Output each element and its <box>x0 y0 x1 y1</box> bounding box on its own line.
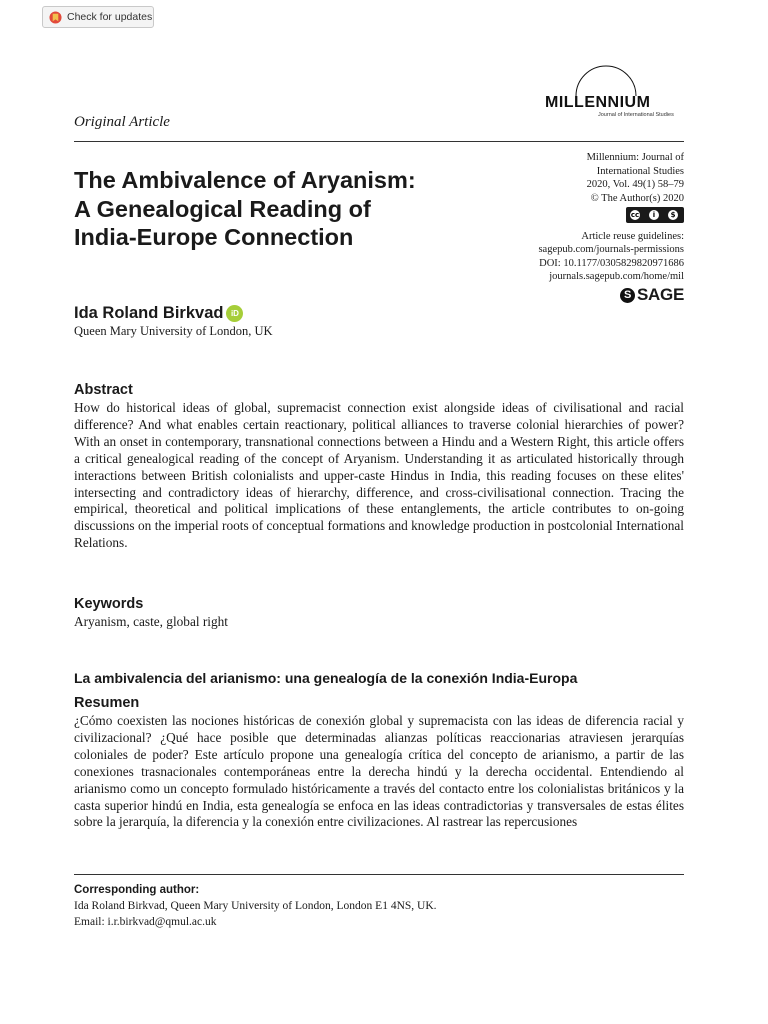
journal-logo <box>540 54 690 120</box>
sage-s-icon: S <box>620 288 635 303</box>
sage-wordmark: SAGE <box>637 285 684 305</box>
journal-name-line1: Millennium: Journal of <box>586 152 684 163</box>
corresponding-author-address: Ida Roland Birkvad, Queen Mary University of London, London E1 4NS, UK. <box>74 900 437 912</box>
corresponding-author-email[interactable]: Email: i.r.birkvad@qmul.ac.uk <box>74 916 217 928</box>
logo-subtitle: Journal of International Studies <box>598 112 674 118</box>
orcid-icon[interactable]: iD <box>226 305 243 322</box>
article-type: Original Article <box>74 114 170 130</box>
check-for-updates-label: Check for updates <box>67 11 153 23</box>
title-line: India-Europe Connection <box>74 224 354 250</box>
footer-divider <box>74 874 684 875</box>
check-for-updates-button[interactable] <box>42 6 154 28</box>
keywords-heading: Keywords <box>74 596 144 612</box>
title-line: A Genealogical Reading of <box>74 195 371 222</box>
sage-logo <box>620 285 684 305</box>
corresponding-author-heading: Corresponding author: <box>74 884 200 896</box>
logo-wordmark: MILLENNIUM <box>545 94 651 111</box>
reuse-label: Article reuse guidelines: <box>581 230 684 242</box>
title-line: The Ambivalence of Aryanism: <box>74 167 416 193</box>
journal-link[interactable]: journals.sagepub.com/home/mil <box>549 271 684 282</box>
volume-info: 2020, Vol. 49(1) 58–79 <box>586 179 684 190</box>
copyright: © The Author(s) 2020 <box>590 192 684 204</box>
spanish-title: La ambivalencia del arianismo: una genealogía de la conexión India-Europa <box>74 670 578 686</box>
article-title <box>74 166 494 252</box>
author-affiliation: Queen Mary University of London, UK <box>74 324 273 338</box>
header-divider <box>74 141 684 142</box>
abstract-heading: Abstract <box>74 382 133 398</box>
publication-meta <box>484 151 684 303</box>
keywords-text: Aryanism, caste, global right <box>74 614 228 629</box>
author-name: Ida Roland Birkvad <box>74 304 224 322</box>
resumen-heading: Resumen <box>74 695 140 711</box>
journal-name-line2: International Studies <box>596 165 684 177</box>
creative-commons-icon[interactable]: cc i $ <box>626 207 684 223</box>
resumen-text: ¿Cómo coexisten las nociones históricas de conexión global y supremacista con las ideas de diferencia racial y civilizacional? ¿Qué hace posible que determinadas alianzas políticas reaccionarias atraviesen jerarquías coloniales de poder? Este artículo propone una genealogía crítica del concepto de arianismo, a partir de las conexiones trasnacionales contemporáneas entre la derecha hindú y la derecha occidental. Entendiendo al arianismo como un concepto formulado históricamente a través del contacto entre los colonialistas británicos y la casta superior hindú en India, esta genealogía se enfoca en las ideas contradictorias y transversales de estas élites sobre la jerarquía, la diferencia y la conexión entre civilizaciones. Al rastrear las repercusiones <box>74 713 684 830</box>
author-block <box>74 304 243 323</box>
crossmark-icon <box>49 11 62 24</box>
reuse-link[interactable]: sagepub.com/journals-permissions <box>538 244 684 255</box>
doi[interactable]: DOI: 10.1177/0305829820971686 <box>539 257 684 269</box>
abstract-text: How do historical ideas of global, supremacist connection exist alongside ideas of civilisational and racial difference? And what enables certain reactionary, political alliances to traverse colonial hierarchies of power? With an onset in contemporary, transnational connections between a Hindu and a Western Right, this article offers a critical genealogical reading of the concept of Aryanism. Understanding it as articulated historically through interactions between British colonialists and upper-caste Hindus in India, this reading focuses on these elites' intersecting and contradictory ideas of hierarchy, difference, and cross-civilisational connection. Tracing the empirical, theoretical and political implications of these entanglements, the article contributes to on-going discussions on the imperial roots of conceptual formations and knowledge production in postcolonial International Relations. <box>74 400 684 551</box>
